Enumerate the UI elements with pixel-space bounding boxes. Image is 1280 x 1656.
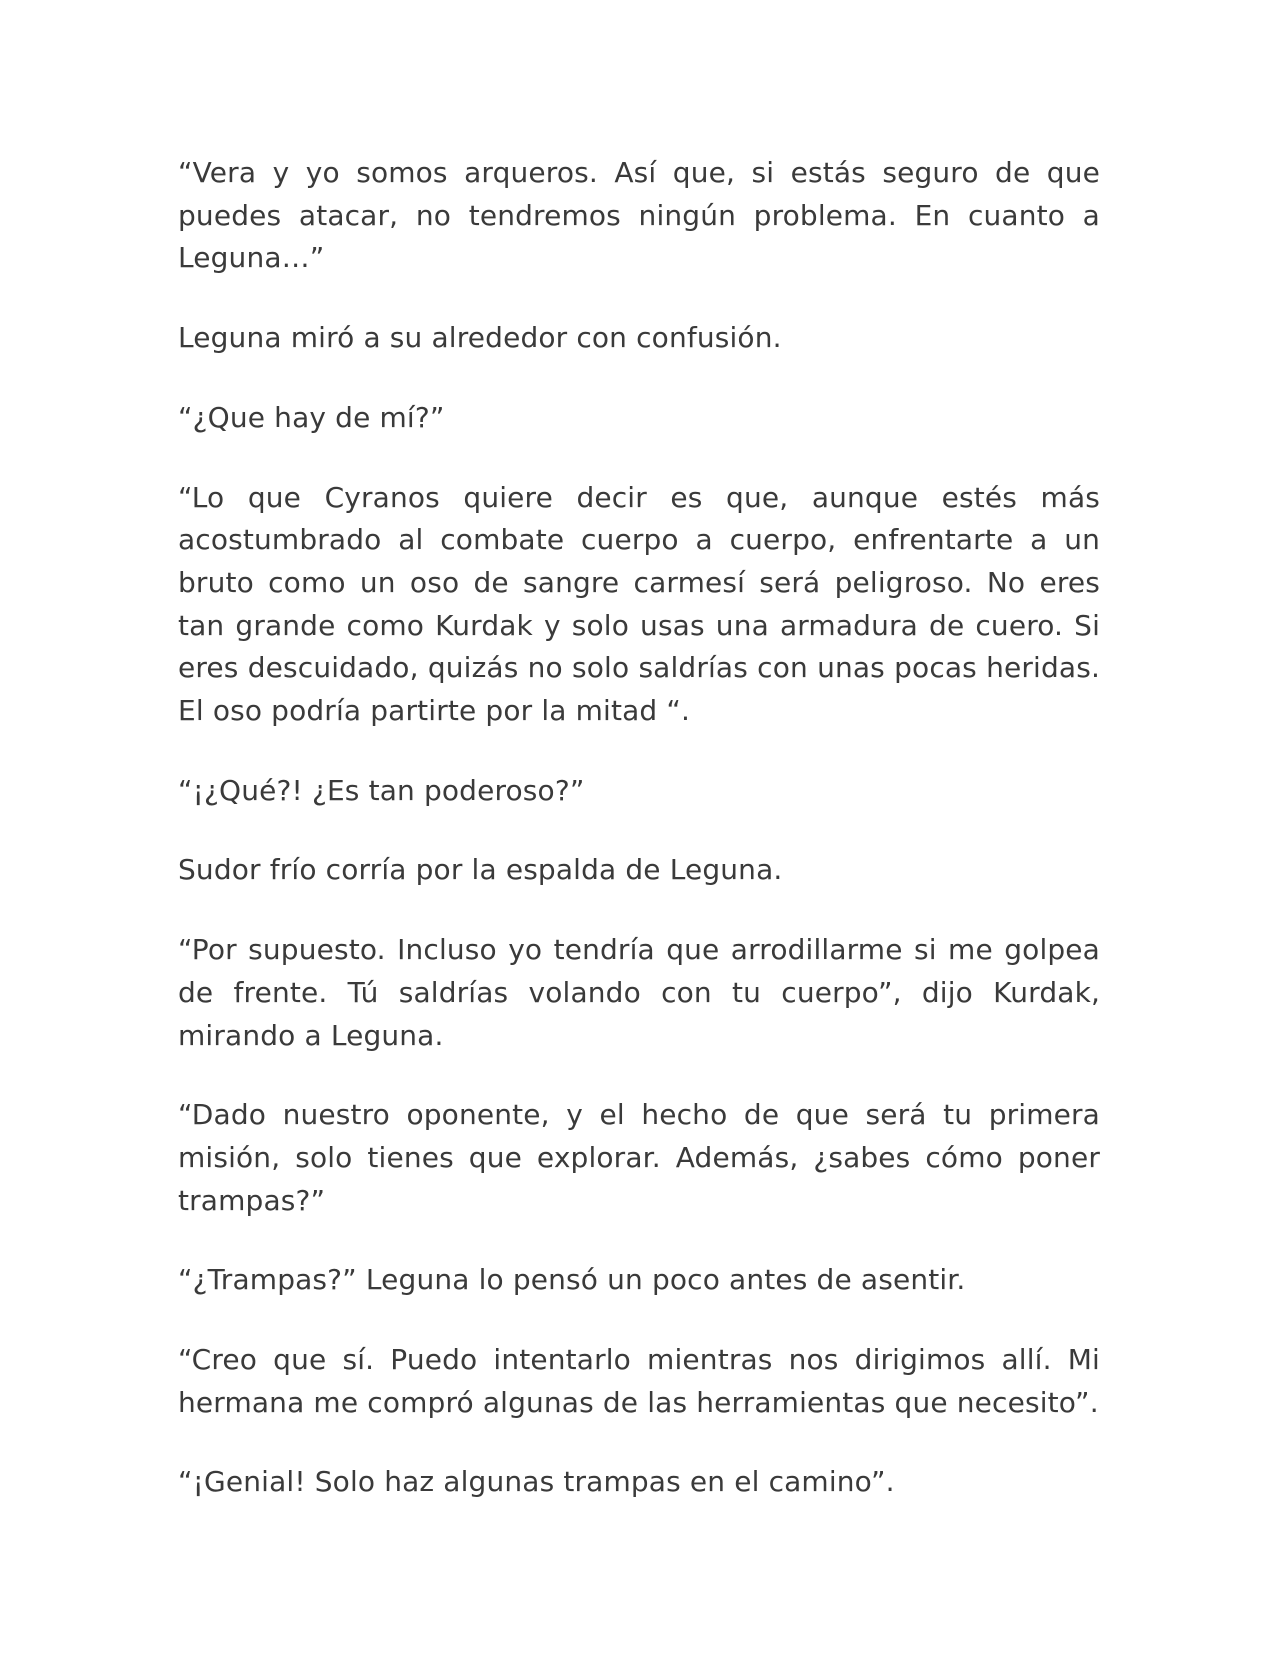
paragraph-2: Leguna miró a su alrededor con confusión.	[178, 321, 782, 355]
paragraph-7: “Por supuesto. Incluso yo tendría que arrodillarme si me golpea de frente. Tú saldrías volando con tu cuerpo”, dijo Kurdak, mirando a Leguna.	[178, 933, 1100, 1052]
paragraph-10: “Creo que sí. Puedo intentarlo mientras nos dirigimos allí. Mi hermana me compró algunas de las herramientas que necesito”.	[178, 1343, 1100, 1419]
paragraph-3: “¿Que hay de mí?”	[178, 400, 445, 434]
paragraph-5: “¡¿Qué?! ¿Es tan poderoso?”	[178, 773, 585, 807]
paragraph-4: “Lo que Cyranos quiere decir es que, aunque estés más acostumbrado al combate cuerpo a cuerpo, enfrentarte a un bruto como un oso de sangre carmesí será peligroso. No eres tan grande como Kurdak y solo usas una armadura de cuero. Si eres descuidado, quizás no solo saldrías con unas pocas heridas. El oso podría partirte por la mitad “.	[178, 480, 1100, 728]
paragraph-8: “Dado nuestro oponente, y el hecho de que será tu primera misión, solo tienes que explorar. Además, ¿sabes cómo poner trampas?”	[178, 1098, 1100, 1217]
paragraph-6: Sudor frío corría por la espalda de Leguna.	[178, 853, 783, 887]
document-body	[178, 152, 1100, 1541]
paragraph-1: “Vera y yo somos arqueros. Así que, si estás seguro de que puedes atacar, no tendremos ningún problema. En cuanto a Leguna…”	[178, 156, 1100, 275]
paragraph-9: “¿Trampas?” Leguna lo pensó un poco antes de asentir.	[178, 1263, 966, 1297]
paragraph-11: “¡Genial! Solo haz algunas trampas en el camino”.	[178, 1465, 895, 1499]
